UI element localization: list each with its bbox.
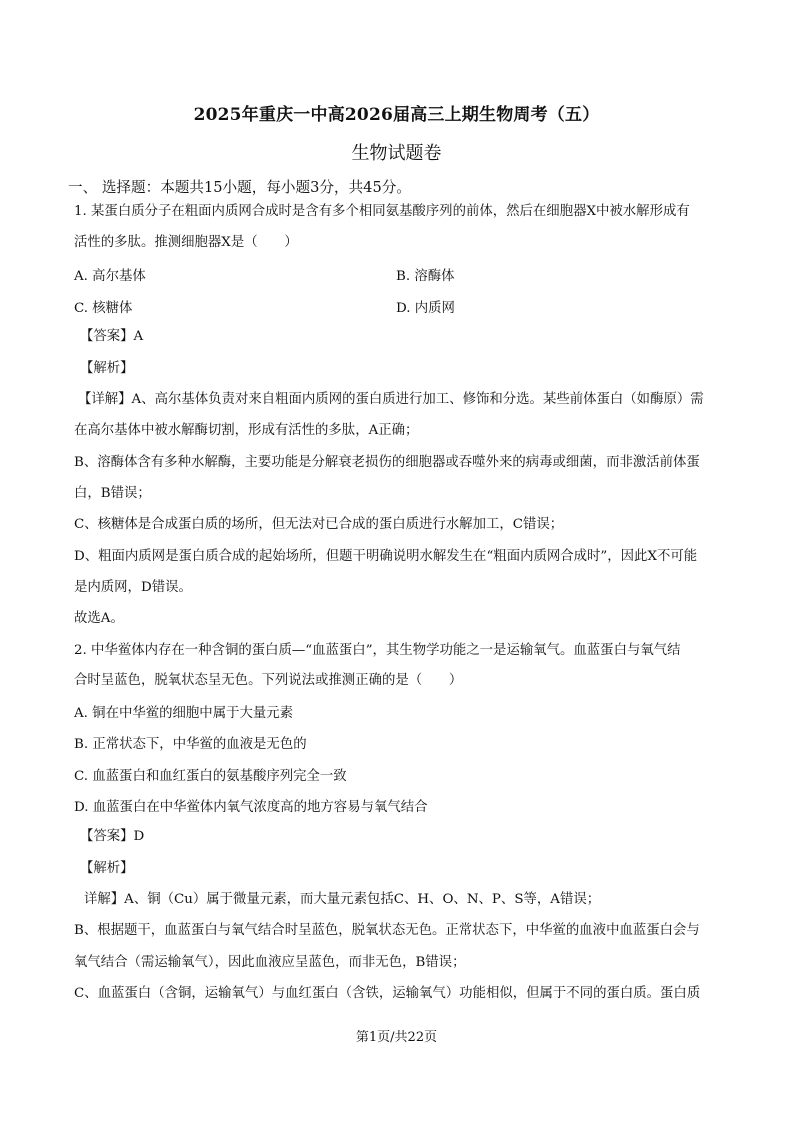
q2-detail-line-4: C、血蓝蛋白（含铜，运输氧气）与血红蛋白（含铁，运输氧气）功能相似，但属于不同的蛋白质。蛋白质 <box>74 986 701 1001</box>
q1-detail-line-6: D、粗面内质网是蛋白质合成的起始场所，但题干明确说明水解发生在“粗面内质网合成时”，因此X不可能 <box>74 549 698 564</box>
q2-answer: 【答案】D <box>80 829 145 844</box>
q1-stem-line-2: 活性的多肽。推测细胞器X是（ ） <box>74 235 298 250</box>
q2-option-d: D. 血蓝蛋白在中华鲎体内氧气浓度高的地方容易与氧气结合 <box>74 800 428 815</box>
page-title: 2025年重庆一中高2026届高三上期生物周考（五） <box>193 105 600 125</box>
q1-option-a: A. 高尔基体 <box>74 269 146 284</box>
q1-detail-line-7: 是内质网，D错误。 <box>74 580 192 595</box>
q1-detail-line-4: 白，B错误； <box>74 486 151 501</box>
q2-detail-line-2: B、根据题干，血蓝蛋白与氧气结合时呈蓝色，脱氧状态无色。正常状态下，中华鲎的血液中血蓝蛋白会与 <box>74 923 700 938</box>
q2-stem-line-2: 合时呈蓝色，脱氧状态呈无色。下列说法或推测正确的是（ ） <box>74 673 463 688</box>
q1-detail-line-5: C、核糖体是合成蛋白质的场所，但无法对已合成的蛋白质进行水解加工，C错误； <box>74 517 564 532</box>
q2-analysis-label: 【解析】 <box>80 861 134 876</box>
section-heading: 一、 选择题：本题共15小题，每小题3分，共45分。 <box>68 179 411 196</box>
q1-detail-line-3: B、溶酶体含有多种水解酶，主要功能是分解衰老损伤的细胞器或吞噬外来的病毒或细菌，而非激活前体蛋 <box>74 455 700 470</box>
q1-detail-line-2: 在高尔基体中被水解酶切割，形成有活性的多肽，A正确； <box>74 423 419 438</box>
q2-option-c: C. 血蓝蛋白和血红蛋白的氨基酸序列完全一致 <box>74 769 347 784</box>
q1-detail-line-1: 【详解】A、高尔基体负责对来自粗面内质网的蛋白质进行加工、修饰和分选。某些前体蛋白（如酶原）需 <box>78 392 704 407</box>
q1-option-b: B. 溶酶体 <box>396 269 455 284</box>
q1-conclusion: 故选A。 <box>74 611 124 626</box>
page-footer: 第1页/共22页 <box>355 1030 438 1045</box>
q2-option-a: A. 铜在中华鲎的细胞中属于大量元素 <box>74 706 294 721</box>
q1-answer: 【答案】A <box>80 329 144 344</box>
q2-stem-line-1: 2. 中华鲎体内存在一种含铜的蛋白质—“血蓝蛋白”，其生物学功能之一是运输氧气。血蓝蛋白与氧气结 <box>74 643 681 658</box>
q1-option-d: D. 内质网 <box>396 301 455 316</box>
q2-detail-line-1: 详解】A、铜（Cu）属于微量元素，而大量元素包括C、H、O、N、P、S等，A错误； <box>84 892 601 907</box>
q2-detail-line-3: 氧气结合（需运输氧气），因此血液应呈蓝色，而非无色，B错误； <box>74 955 466 970</box>
q1-option-c: C. 核糖体 <box>74 301 133 316</box>
q1-analysis-label: 【解析】 <box>80 361 134 376</box>
q2-option-b: B. 正常状态下，中华鲎的血液是无色的 <box>74 737 307 752</box>
q1-stem-line-1: 1. 某蛋白质分子在粗面内质网合成时是含有多个相同氨基酸序列的前体，然后在细胞器X中被水解形成有 <box>74 204 690 219</box>
page-subtitle: 生物试题卷 <box>351 143 442 164</box>
